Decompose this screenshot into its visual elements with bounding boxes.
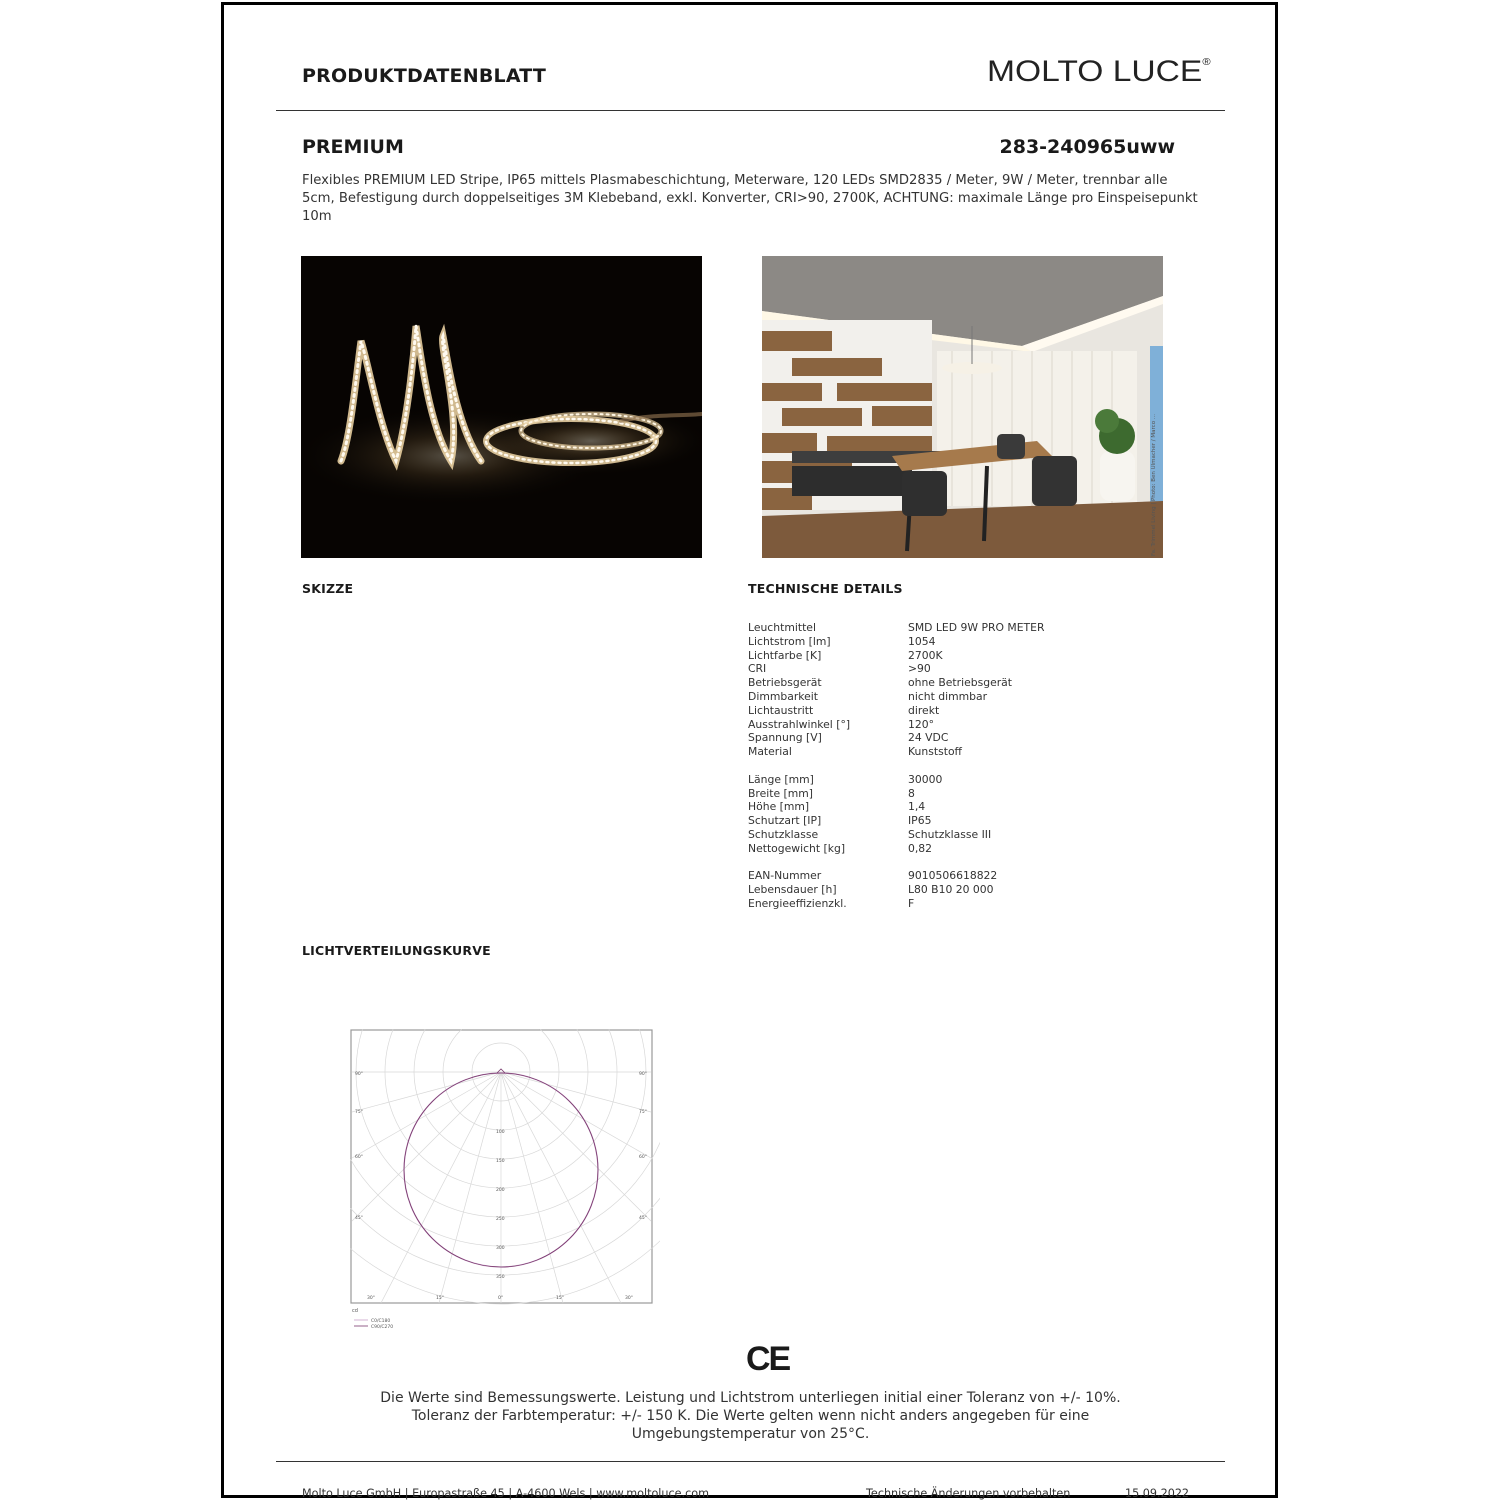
curve-angle-label: 75°	[355, 1110, 363, 1115]
spec-value: 2700K	[908, 648, 943, 662]
photo-credit: Fa. Trimmel Living | Photo: Ben Ulmacher / Marco ...	[1151, 413, 1157, 556]
spec-label: Leuchtmittel	[748, 621, 816, 634]
spec-value: direkt	[908, 703, 940, 717]
spec-value: 1,4	[908, 800, 926, 814]
spec-label: Lebensdauer [h]	[748, 883, 837, 897]
spec-row	[748, 773, 1044, 787]
curve-legend-item: C0/C180	[371, 1319, 391, 1324]
spec-row	[748, 662, 1044, 676]
spec-value: 8	[908, 786, 915, 800]
spec-value: Schutzklasse III	[908, 827, 992, 841]
spec-label: Spannung [V]	[748, 731, 822, 745]
brand-logo	[987, 55, 1211, 89]
spec-row	[748, 621, 1044, 635]
curve-angle-label: 15°	[436, 1296, 444, 1301]
spec-label: Breite [mm]	[748, 786, 814, 800]
spec-label: Länge [mm]	[748, 772, 814, 786]
curve-radial-label: 250	[496, 1217, 505, 1222]
technical-specs-table	[748, 621, 1044, 911]
spec-value: SMD LED 9W PRO METER	[908, 621, 1045, 634]
spec-value: >90	[908, 662, 931, 676]
curve-angle-label: 30°	[625, 1296, 633, 1301]
ce-mark: CE	[746, 1340, 790, 1378]
spec-value: 1054	[908, 634, 936, 648]
curve-angle-label: 30°	[367, 1296, 375, 1301]
spec-label: Energieeffizienzkl.	[748, 896, 847, 910]
light-distribution-curve	[350, 1029, 660, 1343]
curve-radial-label: 150	[496, 1159, 505, 1164]
notice-line: Toleranz der Farbtemperatur: +/- 150 K. Die Werte gelten wenn nicht anders angegeben für eine	[411, 1408, 1090, 1424]
notice-line: Umgebungstemperatur von 25°C.	[631, 1426, 870, 1442]
footer-disclaimer: Technische Änderungen vorbehalten	[866, 1487, 1071, 1500]
spec-row	[748, 649, 1044, 663]
spec-row	[748, 704, 1044, 718]
curve-radial-label: 350	[496, 1275, 505, 1280]
spec-value: 120°	[908, 717, 935, 731]
spec-row	[748, 718, 1044, 732]
curve-angle-label: 75°	[639, 1110, 647, 1115]
footer-divider	[276, 1461, 1225, 1462]
spec-value: ohne Betriebsgerät	[908, 676, 1012, 690]
spec-label: Nettogewicht [kg]	[748, 841, 846, 855]
spec-value: nicht dimmbar	[908, 689, 988, 703]
curve-angle-label: 90°	[355, 1072, 363, 1077]
spec-row	[748, 814, 1044, 828]
application-photo-dining-room	[762, 256, 1163, 558]
spec-row	[748, 745, 1044, 759]
spec-row	[748, 883, 1044, 897]
curve-radial-label: 200	[496, 1188, 505, 1193]
spec-label: Lichtstrom [lm]	[748, 634, 831, 648]
curve-radial-label: 100	[496, 1130, 505, 1135]
spec-label: Betriebsgerät	[748, 676, 822, 690]
spec-value: L80 B10 20 000	[908, 883, 994, 897]
spec-label: Lichtfarbe [K]	[748, 648, 822, 662]
header-divider	[276, 110, 1225, 111]
spec-label: Dimmbarkeit	[748, 689, 819, 703]
spec-label: Ausstrahlwinkel [°]	[748, 717, 851, 731]
spec-value: Kunststoff	[908, 745, 962, 759]
curve-legend-item: C90/C270	[371, 1325, 394, 1330]
footer-date: 15.09.2022	[1125, 1487, 1190, 1500]
spec-row	[748, 800, 1044, 814]
curve-angle-label: 15°	[556, 1296, 564, 1301]
curve-angle-label: 90°	[639, 1072, 647, 1077]
footer-company: Molto Luce GmbH | Europastraße 45 | A-4600 Wels | www.moltoluce.com	[302, 1487, 709, 1500]
datasheet-page	[221, 2, 1278, 1498]
spec-value: 24 VDC	[908, 731, 949, 745]
section-title-sketch: SKIZZE	[302, 581, 354, 596]
spec-label: Schutzart [IP]	[748, 814, 822, 828]
curve-angle-label: 45°	[355, 1216, 363, 1221]
spec-value: 0,82	[908, 841, 933, 855]
spec-label: CRI	[748, 662, 767, 676]
curve-radial-label: 300	[496, 1246, 505, 1251]
spec-label: Material	[748, 745, 792, 759]
tolerance-notice	[276, 1389, 1225, 1443]
product-name: PREMIUM	[302, 136, 404, 158]
product-code: 283-240965uww	[999, 136, 1175, 158]
spec-row	[748, 676, 1044, 690]
spec-row	[748, 731, 1044, 745]
notice-line: Die Werte sind Bemessungswerte. Leistung und Lichtstrom unterliegen initial einer Toleranz von +/- 10%.	[380, 1390, 1121, 1406]
section-title-light-distribution: LICHTVERTEILUNGSKURVE	[302, 943, 491, 958]
document-title: PRODUKTDATENBLATT	[302, 65, 547, 87]
curve-angle-label: 60°	[639, 1155, 647, 1160]
section-title-technical-details: TECHNISCHE DETAILS	[748, 581, 903, 596]
spec-label: Höhe [mm]	[748, 800, 810, 814]
curve-angle-label: 45°	[639, 1216, 647, 1221]
spec-row	[748, 635, 1044, 649]
spec-label: Schutzklasse	[748, 827, 819, 841]
curve-angle-label: 60°	[355, 1155, 363, 1160]
spec-value: F	[908, 896, 915, 910]
spec-row	[748, 869, 1044, 883]
spec-value: IP65	[908, 814, 932, 828]
product-photo-led-strip	[301, 256, 702, 558]
spec-row	[748, 828, 1044, 842]
spec-label: EAN-Nummer	[748, 869, 822, 883]
spec-row	[748, 787, 1044, 801]
spec-row	[748, 897, 1044, 911]
curve-unit: cd	[352, 1308, 358, 1314]
spec-label: Lichtaustritt	[748, 703, 814, 717]
logo-text: MOLTO LUCE	[987, 55, 1203, 88]
curve-angle-label: 0°	[498, 1296, 504, 1301]
spec-value: 9010506618822	[908, 869, 998, 883]
logo-registered-mark: ®	[1202, 57, 1211, 68]
spec-row	[748, 842, 1044, 856]
spec-value: 30000	[908, 772, 943, 786]
spec-row	[748, 690, 1044, 704]
product-description: Flexibles PREMIUM LED Stripe, IP65 mittels Plasmabeschichtung, Meterware, 120 LEDs SMD2835 / Meter, 9W / Meter, trennbar alle 5cm, Befestigung durch doppelseitiges 3M Klebeband, exkl. Konverter, CRI>90, 2700K, ACHTUNG: maximale Länge pro Einspeisepunkt 10m	[302, 173, 1198, 224]
